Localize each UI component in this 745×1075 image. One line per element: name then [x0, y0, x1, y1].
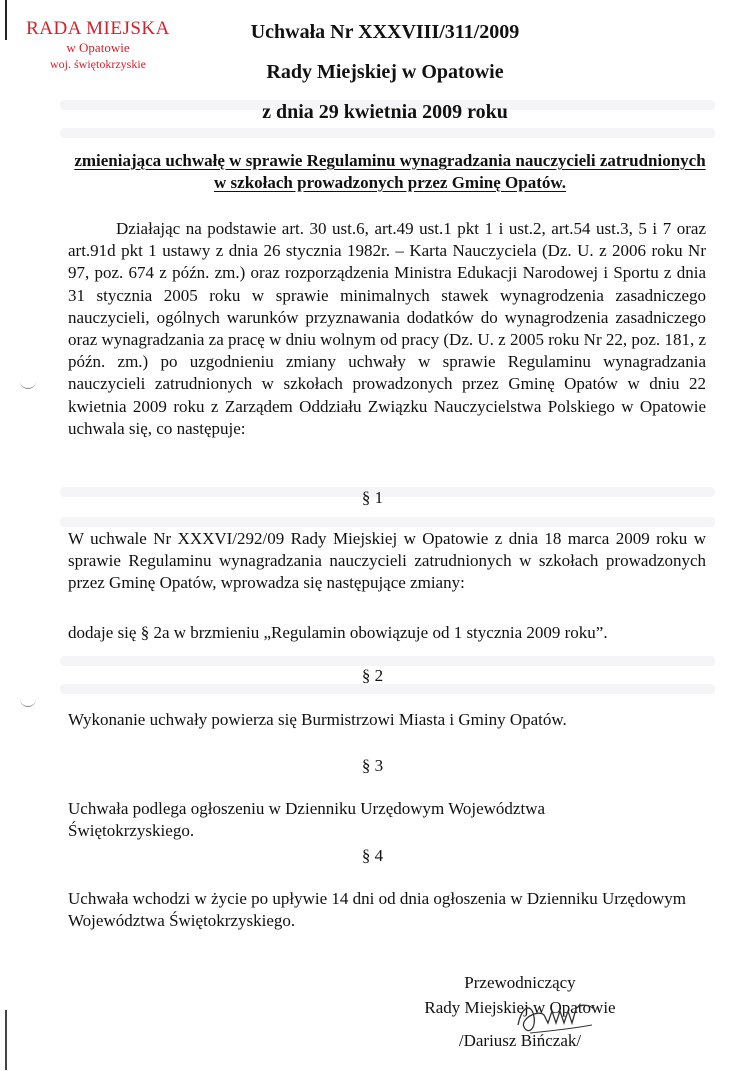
issuing-body: Rady Miejskiej w Opatowie	[266, 61, 504, 83]
signatory-body: Rady Miejskiej w Opatowie	[424, 998, 616, 1017]
stamp-title: RADA MIEJSKA	[26, 18, 170, 39]
bleed-through-line	[60, 656, 715, 666]
stamp-town: w Opatowie	[66, 40, 130, 55]
resolution-subject: zmieniająca uchwałę w sprawie Regulaminu wynagradzania nauczycieli zatrudnionych w szkołach prowadzonych przez Gminę Opatów.	[74, 151, 706, 192]
council-stamp	[18, 18, 178, 72]
section-3-text: Uchwała podlega ogłoszeniu w Dzienniku Urzędowym Województwa Świętokrzyskiego.	[68, 799, 546, 841]
stamp-region: woj. świętokrzyskie	[50, 57, 146, 71]
section-2-text: Wykonanie uchwały powierza się Burmistrzowi Miasta i Gminy Opatów.	[68, 710, 567, 729]
bleed-through-line	[60, 517, 715, 527]
preamble-paragraph: Działając na podstawie art. 30 ust.6, art.49 ust.1 pkt 1 i ust.2, art.54 ust.3, 5 i 7 oraz art.91d pkt 1 ustawy z dnia 26 stycznia 1982r. – Karta Nauczyciela (Dz. U. z 2006 roku Nr 97, poz. 674 z późn. zm.) oraz rozporządzenia Ministra Edukacji Narodowej i Sportu z dnia 31 stycznia 2005 roku w sprawie minimalnych stawek wynagrodzenia zasadniczego nauczycieli, ogólnych warunków przyznawania dodatków do wynagrodzenia zasadniczego oraz wynagradzania za pracę w dniu wolnym od pracy (Dz. U. z 2005 roku Nr 22, poz. 181, z późn. zm.) po uzgodnieniu zmiany uchwały w sprawie Regulaminu wynagradzania nauczycieli zatrudnionych w szkołach prowadzonych przez Gminę Opatów w dniu 22 kwietnia 2009 roku z Zarządem Oddziału Związku Nauczycielstwa Polskiego w Opatowie uchwala się, co następuje:	[68, 219, 706, 438]
section-heading-3: § 3	[361, 756, 384, 775]
section-heading-1: § 1	[361, 488, 384, 507]
scan-edge-mark	[5, 1010, 7, 1070]
document-header	[200, 12, 570, 132]
punch-hole-mark	[20, 698, 36, 707]
signatory-role: Przewodniczący	[464, 973, 576, 992]
section-1-text: W uchwale Nr XXXVI/292/09 Rady Miejskiej w Opatowie z dnia 18 marca 2009 roku w sprawie Regulaminu wynagradzania nauczycieli zatrudnionych w szkołach prowadzonych przez Gminę Opatów, wprowadza się następujące zmiany:	[68, 529, 706, 593]
section-heading-2: § 2	[361, 666, 384, 685]
section-heading-4: § 4	[361, 846, 384, 865]
scan-edge-mark	[5, 0, 7, 40]
handwritten-signature	[510, 995, 600, 1040]
section-4-text: Uchwała wchodzi w życie po upływie 14 dni od dnia ogłoszenia w Dzienniku Urzędowym Województwa Świętokrzyskiego.	[68, 889, 686, 931]
section-1-amendment: dodaje się § 2a w brzmieniu „Regulamin obowiązuje od 1 stycznia 2009 roku”.	[68, 623, 608, 642]
punch-hole-mark	[20, 380, 36, 389]
resolution-number: Uchwała Nr XXXVIII/311/2009	[250, 21, 520, 43]
resolution-date: z dnia 29 kwietnia 2009 roku	[262, 101, 508, 123]
signatory-name: /Dariusz Bińczak/	[458, 1031, 582, 1050]
